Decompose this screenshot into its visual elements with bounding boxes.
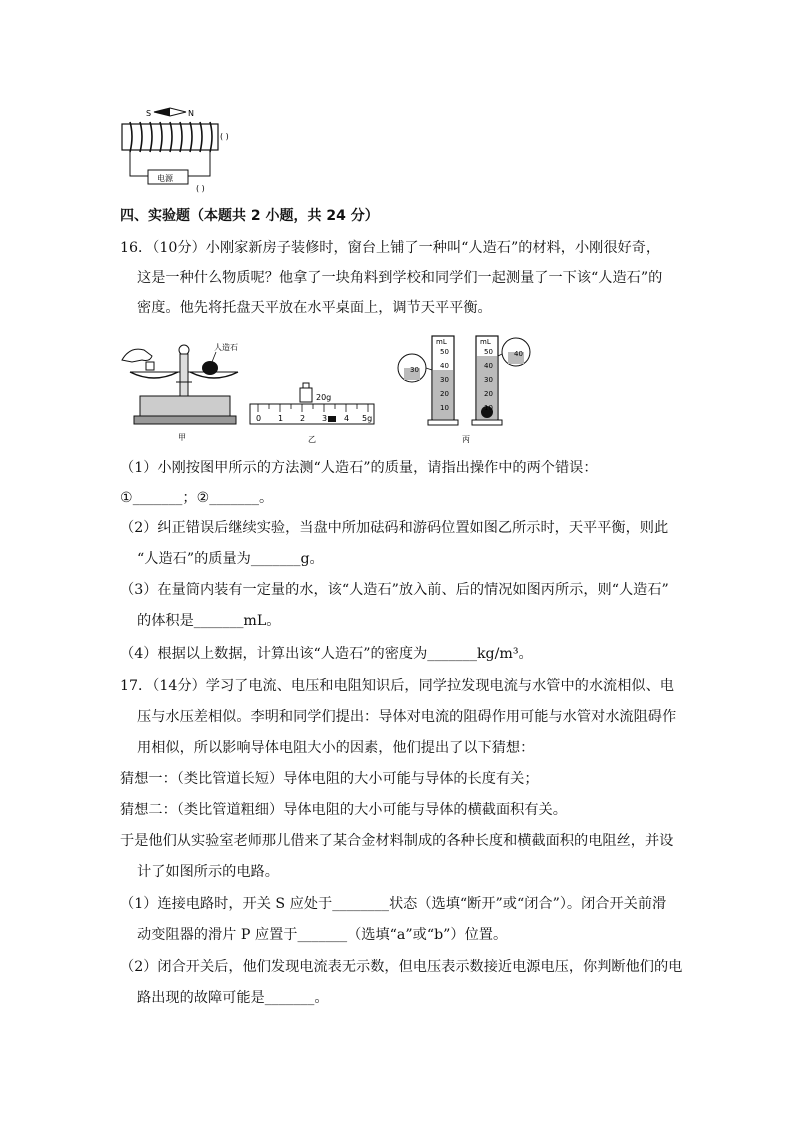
q16-part3-line2: 的体积是_______mL。 xyxy=(137,613,281,629)
label-yi: 乙 xyxy=(308,435,316,444)
hand xyxy=(122,349,152,362)
ruler-tick-0: 0 xyxy=(256,414,262,423)
iron-core xyxy=(122,124,218,150)
q16-part3-line1: （3）在量筒内装有一定量的水，该“人造石”放入前、后的情况如图丙所示，则“人造石” xyxy=(120,582,669,598)
cyl-right-tick-10: 10 xyxy=(484,404,493,412)
cyl-right-tick-30: 30 xyxy=(484,376,493,384)
q16-stem-line3: 密度。他先将托盘天平放在水平桌面上，调节天平平衡。 xyxy=(137,300,492,316)
blank-bottom: ( ) xyxy=(196,184,205,193)
label-stone: 人造石 xyxy=(214,343,238,352)
q17-stem-line3: 用相似，所以影响导体电阻大小的因素，他们提出了以下猜想： xyxy=(137,740,535,756)
ruler-tick-2: 2 xyxy=(300,414,306,423)
solenoid-figure xyxy=(118,100,278,195)
q17-part2-line2: 路出现的故障可能是_______。 xyxy=(137,990,329,1006)
q16-part2-line2: “人造石”的质量为_______g。 xyxy=(137,551,324,567)
weight-label: 20g xyxy=(316,393,332,402)
label-n: N xyxy=(188,109,194,118)
cylinder-figure xyxy=(392,328,552,448)
label-s: S xyxy=(146,109,152,118)
label-jia: 甲 xyxy=(178,433,186,442)
q17-part1-line2: 动变阻器的滑片 P 应置于_______（选填“a”或“b”）位置。 xyxy=(137,927,508,943)
cyl-unit-right: mL xyxy=(480,338,491,346)
cyl-left-tick-50: 50 xyxy=(440,348,449,356)
ruler-tick-5g: 5g xyxy=(362,414,373,423)
q16-stem-line1: 16．（10分）小刚家新房子装修时，窗台上铺了一种叫“人造石”的材料，小刚很好奇， xyxy=(120,240,661,256)
q16-part1-line2: ①_______；②_______。 xyxy=(120,490,274,506)
ruler-tick-4: 4 xyxy=(344,414,350,423)
cyl-left-tick-40: 40 xyxy=(440,362,449,370)
label-bing: 丙 xyxy=(462,435,470,444)
q17-stem-line2: 压与水压差相似。李明和同学们提出：导体对电流的阻碍作用可能与水管对水流阻碍作 xyxy=(137,709,677,725)
q17-then-line1: 于是他们从实验室老师那儿借来了某合金材料制成的各种长度和横截面积的电阻丝，并设 xyxy=(120,833,674,849)
zoom-left-value: 30 xyxy=(410,366,419,374)
cyl-unit-left: mL xyxy=(436,338,447,346)
q16-part4-line1: （4）根据以上数据，计算出该“人造石”的密度为_______kg/m³。 xyxy=(120,646,533,662)
q17-guess1: 猜想一：（类比管道长短）导体电阻的大小可能与导体的长度有关； xyxy=(120,771,539,787)
balance-base xyxy=(140,396,230,416)
blank-right: ( ) xyxy=(220,132,229,141)
cyl-right-tick-50: 50 xyxy=(484,348,493,356)
q17-then-line2: 计了如图所示的电路。 xyxy=(137,864,279,880)
q17-stem-line1: 17．（14分）学习了电流、电压和电阻知识后，同学拉发现电流与水管中的水流相似、电 xyxy=(120,678,674,694)
cyl-left-tick-30: 30 xyxy=(440,376,449,384)
zoom-right-value: 40 xyxy=(514,350,523,358)
ruler-tick-3: 3 xyxy=(322,414,328,423)
q17-part2-line1: （2）闭合开关后，他们发现电流表无示数，但电压表示数接近电源电压，你判断他们的电 xyxy=(120,959,683,975)
rider-scale-figure xyxy=(248,376,378,446)
q16-part1-line1: （1）小刚按图甲所示的方法测“人造石”的质量，请指出操作中的两个错误： xyxy=(120,460,598,476)
cyl-right-tick-40: 40 xyxy=(484,362,493,370)
q17-guess2: 猜想二：（类比管道粗细）导体电阻的大小可能与导体的横截面积有关。 xyxy=(120,802,567,818)
cyl-left-tick-20: 20 xyxy=(440,390,449,398)
weight-20g xyxy=(300,388,312,402)
q16-part2-line1: （2）纠正错误后继续实验，当盘中所加砝码和游码位置如图乙所示时，天平平衡，则此 xyxy=(120,520,669,536)
section-title: 四、实验题（本题共 2 小题，共 24 分） xyxy=(120,208,379,224)
q17-part1-line1: （1）连接电路时，开关 S 应处于________状态（选填“断开”或“闭合”）。闭合开关前滑 xyxy=(120,896,667,912)
cyl-left-tick-10: 10 xyxy=(440,404,449,412)
cyl-right-tick-20: 20 xyxy=(484,390,493,398)
label-power: 电源 xyxy=(157,174,173,183)
ruler-tick-1: 1 xyxy=(278,414,284,423)
q16-stem-line2: 这是一种什么物质呢？他拿了一块角料到学校和同学们一起测量了一下该“人造石”的 xyxy=(137,270,663,286)
balance-figure xyxy=(118,332,248,442)
rider xyxy=(328,416,336,422)
stone xyxy=(202,361,218,375)
